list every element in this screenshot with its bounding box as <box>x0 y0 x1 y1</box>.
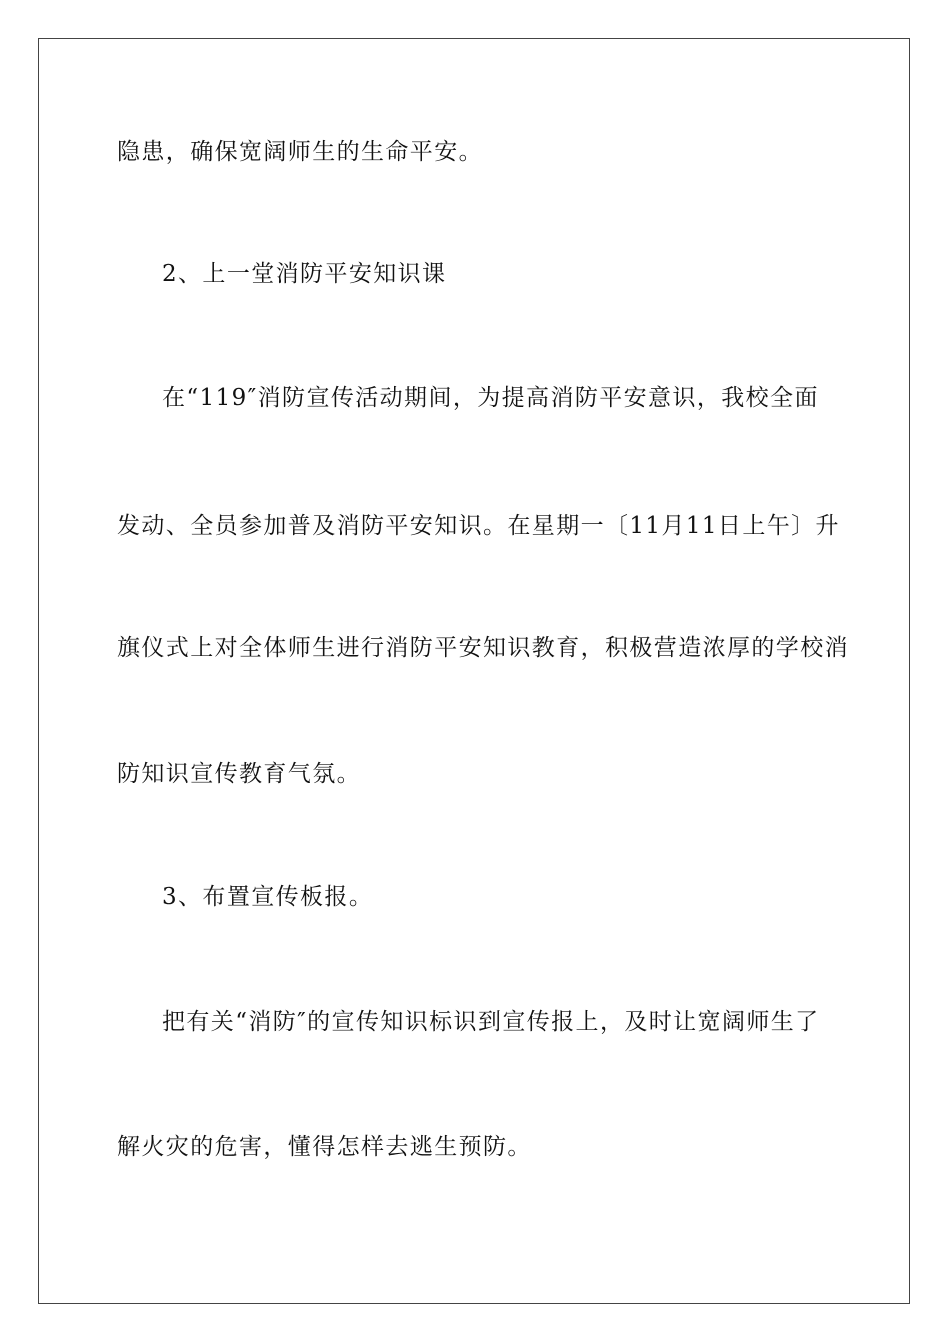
body-text-line: 发动、全员参加普及消防平安知识。在星期一〔11月11日上午〕升 <box>117 513 840 539</box>
body-text-line: 旗仪式上对全体师生进行消防平安知识教育，积极营造浓厚的学校消 <box>117 635 849 661</box>
paragraph-first-line: 在“119″消防宣传活动期间，为提高消防平安意识，我校全面 <box>162 385 819 411</box>
body-text-line: 防知识宣传教育气氛。 <box>117 761 361 787</box>
body-text-line: 解火灾的危害，懂得怎样去逃生预防。 <box>117 1134 532 1160</box>
paragraph-first-line: 把有关“消防″的宣传知识标识到宣传报上，及时让宽阔师生了 <box>162 1009 820 1035</box>
section-heading: 3、布置宣传板报。 <box>162 884 374 910</box>
page-border <box>38 38 910 1304</box>
section-heading: 2、上一堂消防平安知识课 <box>162 261 447 287</box>
body-text-line: 隐患，确保宽阔师生的生命平安。 <box>117 139 483 165</box>
